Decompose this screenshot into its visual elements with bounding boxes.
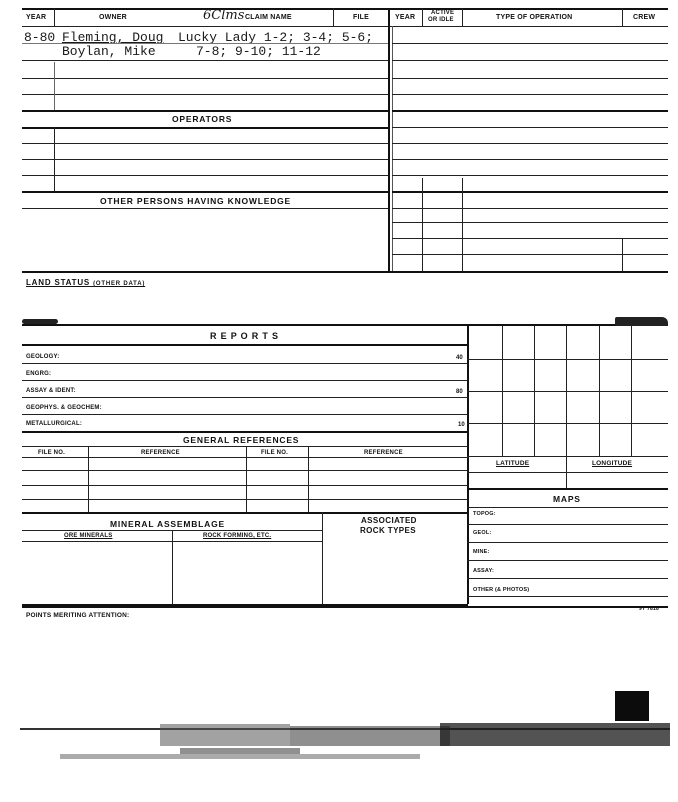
header-idle: OR IDLE: [428, 17, 454, 23]
refs-col: [88, 446, 89, 512]
report-geology-num: 40: [456, 355, 463, 361]
right-row: [392, 94, 668, 95]
noise-blob: [180, 748, 300, 754]
header-active: ACTIVE: [431, 10, 455, 16]
loc-row: [467, 472, 668, 473]
right-col-line: [462, 178, 463, 271]
right-row: [392, 208, 668, 209]
header-divider: [333, 8, 334, 26]
header-divider: [422, 8, 423, 26]
right-row: [392, 222, 668, 223]
loc-grid-col: [566, 326, 567, 488]
rock-forming-label: ROCK FORMING, ETC.: [203, 533, 272, 539]
report-geophys: GEOPHYS. & GEOCHEM:: [26, 405, 102, 411]
right-row: [392, 127, 668, 128]
header-year2: YEAR: [395, 14, 416, 21]
owner-row-line: [22, 94, 388, 95]
scan-smudge-right: [615, 317, 668, 326]
other-persons-rule: [22, 208, 388, 209]
noise-blob: [290, 726, 450, 746]
latitude-label: LATITUDE: [496, 460, 530, 467]
operators-rule: [22, 127, 388, 129]
owner-name-2: Boylan, Mike: [62, 44, 156, 59]
right-row: [392, 191, 668, 193]
maps-rule: [467, 507, 668, 508]
refs-reference-2: REFERENCE: [364, 450, 403, 456]
refs-end: [22, 512, 468, 514]
loc-grid-row: [467, 391, 668, 392]
refs-file-no-2: FILE NO.: [261, 450, 288, 456]
report-end: [22, 431, 468, 433]
header-divider: [54, 8, 55, 26]
loc-grid-row: [467, 456, 668, 457]
report-metallurgical-num: 10: [458, 422, 465, 428]
maps-row: [467, 578, 668, 579]
other-persons-title: OTHER PERSONS HAVING KNOWLEDGE: [100, 196, 292, 206]
report-row-line: [22, 414, 468, 415]
header-type-operation: TYPE OF OPERATION: [496, 14, 573, 21]
reports-title: R E P O R T S: [210, 331, 279, 341]
right-row: [392, 254, 668, 255]
header-bottom-rule: [22, 26, 668, 27]
reports-top-rule: [22, 324, 668, 326]
operators-end: [22, 191, 388, 193]
ore-minerals-label: ORE MINERALS: [64, 533, 113, 539]
header-divider: [622, 8, 623, 26]
noise-blob: [440, 723, 670, 746]
owner-row-line: [22, 43, 388, 44]
header-claim-name: CLAIM NAME: [245, 14, 292, 21]
reports-right-edge: [467, 324, 469, 604]
header-crew: CREW: [633, 14, 656, 21]
loc-grid-row: [467, 359, 668, 360]
right-row: [392, 60, 668, 61]
maps-top: [467, 488, 668, 490]
maps-row: [467, 596, 668, 597]
owner-block-end: [22, 110, 388, 112]
header-file: FILE: [353, 14, 369, 21]
refs-reference: REFERENCE: [141, 450, 180, 456]
maps-topog: TOPOG:: [473, 511, 496, 517]
points-meriting: POINTS MERITING ATTENTION:: [26, 612, 130, 619]
right-row: [392, 238, 668, 239]
report-engrg: ENGRG:: [26, 371, 52, 377]
general-refs-title: GENERAL REFERENCES: [183, 435, 300, 445]
operators-row: [22, 143, 388, 144]
right-row: [392, 78, 668, 79]
longitude-label: LONGITUDE: [592, 460, 633, 467]
right-col-line: [422, 178, 423, 271]
associated-title-2: ROCK TYPES: [360, 526, 417, 535]
header-year: YEAR: [26, 14, 47, 21]
report-row-line: [22, 363, 468, 364]
report-assay-num: 80: [456, 389, 463, 395]
report-assay: ASSAY & IDENT:: [26, 388, 76, 394]
report-metallurgical: METALLURGICAL:: [26, 421, 83, 427]
mineral-title: MINERAL ASSEMBLAGE: [110, 519, 225, 529]
land-status-sub: (OTHER DATA): [93, 281, 146, 287]
mineral-col: [172, 530, 173, 604]
land-status-title: [26, 278, 145, 287]
maps-other: OTHER (& PHOTOS): [473, 587, 530, 593]
scan-noise-band: [20, 720, 670, 765]
refs-col: [246, 446, 247, 512]
report-geology: GEOLOGY:: [26, 354, 60, 360]
operators-col: [54, 127, 55, 191]
owner-claims-2: 7-8; 9-10; 11-12: [196, 44, 321, 59]
maps-geol: GEOL:: [473, 530, 492, 536]
maps-row: [467, 542, 668, 543]
mineral-divider: [322, 512, 323, 604]
maps-mine: MINE:: [473, 549, 490, 555]
right-col-line: [622, 238, 623, 271]
top-section-end: [22, 271, 668, 273]
right-block-left: [388, 8, 390, 272]
owner-claims-1: Lucky Lady 1-2; 3-4; 5-6;: [178, 30, 374, 45]
right-row: [392, 43, 668, 44]
claim-handwritten-prefix: 6Clms: [203, 8, 245, 23]
right-row: [392, 175, 668, 176]
form-bottom-rule: [22, 606, 668, 608]
owner-row-line: [22, 78, 388, 79]
associated-title-1: ASSOCIATED: [361, 516, 417, 525]
owner-year: 8-80: [24, 30, 56, 45]
form-code: 9Y 7818: [639, 606, 659, 612]
maps-row: [467, 560, 668, 561]
maps-assay: ASSAY:: [473, 568, 495, 574]
header-owner: OWNER: [99, 14, 127, 21]
maps-title: MAPS: [553, 494, 581, 504]
scan-black-square: [615, 691, 649, 721]
owner-name-1: Fleming, Doug: [62, 30, 164, 45]
loc-grid-row: [467, 423, 668, 424]
land-status-label: LAND STATUS: [26, 278, 91, 287]
report-row-line: [22, 380, 468, 381]
report-row-line: [22, 397, 468, 398]
refs-col: [308, 446, 309, 512]
noise-blob: [60, 754, 420, 759]
right-row: [392, 159, 668, 160]
reports-rule: [22, 344, 468, 346]
right-row: [392, 143, 668, 144]
operators-row: [22, 175, 388, 176]
maps-row: [467, 524, 668, 525]
header-divider: [462, 8, 463, 26]
owner-row-line: [22, 60, 388, 61]
noise-blob: [160, 724, 290, 746]
right-block-inner: [392, 26, 393, 272]
right-row: [392, 110, 668, 112]
header-top-rule: [22, 8, 668, 10]
refs-file-no: FILE NO.: [38, 450, 65, 456]
operators-title: OPERATORS: [172, 114, 233, 124]
operators-row: [22, 159, 388, 160]
owner-col-line: [54, 62, 55, 110]
